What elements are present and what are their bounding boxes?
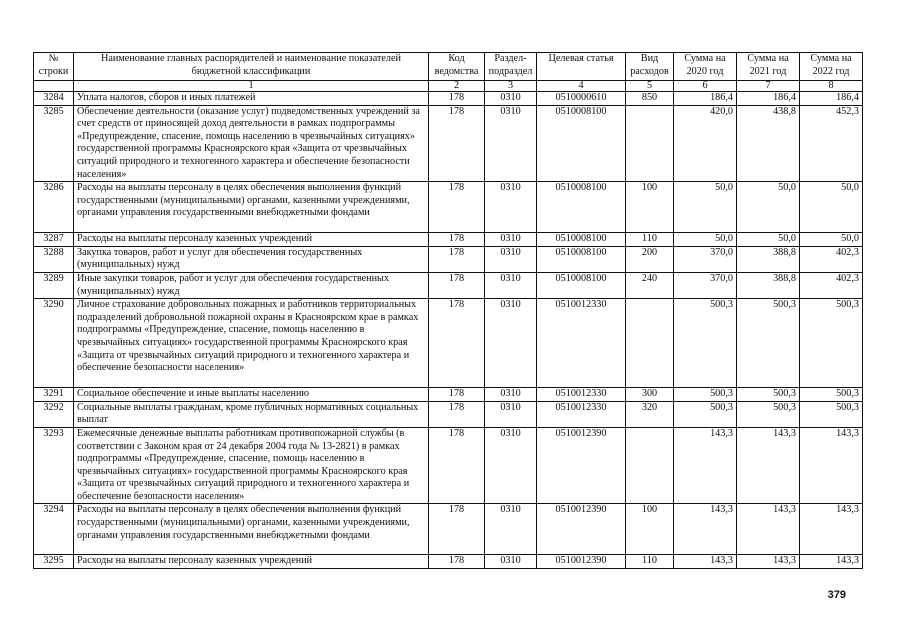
sum-2021: 50,0 (737, 182, 800, 233)
sum-2021: 500,3 (737, 388, 800, 402)
target-article: 0510012390 (537, 427, 626, 504)
table-row (34, 427, 863, 504)
dept-code: 178 (429, 504, 485, 555)
sum-2022: 402,3 (800, 246, 863, 272)
row-description: Расходы на выплаты персоналу казенных учреждений (74, 233, 429, 247)
table-row (34, 504, 863, 555)
sum-2022: 50,0 (800, 233, 863, 247)
header-sum-2022: Сумма на 2022 год (800, 53, 863, 81)
table-row (34, 299, 863, 388)
row-number: 3294 (34, 504, 74, 555)
section-code: 0310 (485, 272, 537, 298)
target-article: 0510008100 (537, 246, 626, 272)
sum-2020: 143,3 (674, 427, 737, 504)
row-number: 3290 (34, 299, 74, 388)
sum-2021: 500,3 (737, 401, 800, 427)
column-number: 2 (429, 81, 485, 92)
row-description: Уплата налогов, сборов и иных платежей (74, 92, 429, 106)
row-description: Расходы на выплаты персоналу казенных учреждений (74, 555, 429, 569)
sum-2022: 500,3 (800, 299, 863, 388)
target-article: 0510008100 (537, 182, 626, 233)
dept-code: 178 (429, 182, 485, 233)
section-code: 0310 (485, 388, 537, 402)
target-article: 0510008100 (537, 105, 626, 182)
header-sum-2020: Сумма на 2020 год (674, 53, 737, 81)
sum-2022: 143,3 (800, 555, 863, 569)
section-code: 0310 (485, 427, 537, 504)
expense-type (626, 427, 674, 504)
target-article: 0510012330 (537, 299, 626, 388)
table-row (34, 233, 863, 247)
page-number: 379 (827, 589, 846, 601)
column-number: 6 (674, 81, 737, 92)
budget-sheet (33, 52, 863, 569)
expense-type: 110 (626, 233, 674, 247)
header-target-article: Целевая статья (537, 53, 626, 81)
sum-2021: 143,3 (737, 504, 800, 555)
dept-code: 178 (429, 555, 485, 569)
sum-2022: 50,0 (800, 182, 863, 233)
row-number: 3291 (34, 388, 74, 402)
section-code: 0310 (485, 401, 537, 427)
sum-2022: 500,3 (800, 401, 863, 427)
sum-2020: 370,0 (674, 246, 737, 272)
sum-2021: 500,3 (737, 299, 800, 388)
row-description: Расходы на выплаты персоналу в целях обеспечения выполнения функций государственными (муниципальными) органами, казенными учреждениями, органами управления государственными внебюджетными фондами (74, 182, 429, 233)
header-row-number: № строки (34, 53, 74, 81)
table-row (34, 246, 863, 272)
row-description: Личное страхование добровольных пожарных и работников территориальных подразделений добровольной пожарной охраны в Красноярском крае в рамках подпрограммы «Предупреждение, спасение, помощь населению в чрезвычайных ситуациях» государственной программы Красноярского края «Защита от чрезвычайных ситуаций природного и техногенного характера и обеспечение безопасности населения» (74, 299, 429, 388)
table-row (34, 182, 863, 233)
column-number: 4 (537, 81, 626, 92)
section-code: 0310 (485, 299, 537, 388)
sum-2020: 186,4 (674, 92, 737, 106)
row-description: Социальное обеспечение и иные выплаты населению (74, 388, 429, 402)
row-description: Расходы на выплаты персоналу в целях обеспечения выполнения функций государственными (муниципальными) органами, казенными учреждениями, органами управления государственными внебюджетными фондами (74, 504, 429, 555)
sum-2021: 186,4 (737, 92, 800, 106)
expense-type: 320 (626, 401, 674, 427)
dept-code: 178 (429, 92, 485, 106)
sum-2021: 143,3 (737, 427, 800, 504)
row-description: Иные закупки товаров, работ и услуг для обеспечения государственных (муниципальных) нужд (74, 272, 429, 298)
sum-2020: 370,0 (674, 272, 737, 298)
expense-type: 200 (626, 246, 674, 272)
target-article: 0510012390 (537, 504, 626, 555)
sum-2021: 438,8 (737, 105, 800, 182)
table-row (34, 401, 863, 427)
row-number: 3293 (34, 427, 74, 504)
expense-type: 300 (626, 388, 674, 402)
column-number: 7 (737, 81, 800, 92)
column-number: 5 (626, 81, 674, 92)
dept-code: 178 (429, 272, 485, 298)
sum-2022: 402,3 (800, 272, 863, 298)
sum-2020: 143,3 (674, 555, 737, 569)
row-number: 3292 (34, 401, 74, 427)
row-number: 3295 (34, 555, 74, 569)
row-number: 3286 (34, 182, 74, 233)
section-code: 0310 (485, 555, 537, 569)
header-section: Раздел-подраздел (485, 53, 537, 81)
sum-2021: 50,0 (737, 233, 800, 247)
sum-2022: 452,3 (800, 105, 863, 182)
header-dept-code: Код ведомства (429, 53, 485, 81)
target-article: 0510012390 (537, 555, 626, 569)
table-body (34, 92, 863, 569)
expense-type: 850 (626, 92, 674, 106)
row-number: 3288 (34, 246, 74, 272)
target-article: 0510000610 (537, 92, 626, 106)
column-number (34, 81, 74, 92)
expense-type (626, 299, 674, 388)
row-number: 3287 (34, 233, 74, 247)
table-header (34, 53, 863, 92)
dept-code: 178 (429, 427, 485, 504)
dept-code: 178 (429, 388, 485, 402)
target-article: 0510008100 (537, 233, 626, 247)
dept-code: 178 (429, 105, 485, 182)
sum-2022: 143,3 (800, 427, 863, 504)
sum-2022: 500,3 (800, 388, 863, 402)
header-expense-type: Вид расходов (626, 53, 674, 81)
expense-type: 110 (626, 555, 674, 569)
sum-2020: 50,0 (674, 182, 737, 233)
sum-2020: 500,3 (674, 299, 737, 388)
table-row (34, 555, 863, 569)
table-row (34, 272, 863, 298)
sum-2020: 50,0 (674, 233, 737, 247)
table-row (34, 388, 863, 402)
dept-code: 178 (429, 233, 485, 247)
table-row (34, 92, 863, 106)
expense-type: 240 (626, 272, 674, 298)
section-code: 0310 (485, 182, 537, 233)
row-description: Закупка товаров, работ и услуг для обеспечения государственных (муниципальных) нужд (74, 246, 429, 272)
section-code: 0310 (485, 504, 537, 555)
expense-type: 100 (626, 504, 674, 555)
sum-2022: 143,3 (800, 504, 863, 555)
row-description: Ежемесячные денежные выплаты работникам противопожарной службы (в соответствии с Законом края от 24 декабря 2004 года № 13-2821) в рамках подпрограммы «Предупреждение, спасение, помощь населению в чрезвычайных ситуациях» государственной программы Красноярского края «Защита от чрезвычайных ситуаций природного и техногенного характера и обеспечение безопасности населения» (74, 427, 429, 504)
column-number: 3 (485, 81, 537, 92)
column-number: 8 (800, 81, 863, 92)
section-code: 0310 (485, 246, 537, 272)
row-number: 3285 (34, 105, 74, 182)
target-article: 0510008100 (537, 272, 626, 298)
sum-2021: 143,3 (737, 555, 800, 569)
table-row (34, 105, 863, 182)
row-number: 3289 (34, 272, 74, 298)
dept-code: 178 (429, 299, 485, 388)
sum-2020: 143,3 (674, 504, 737, 555)
target-article: 0510012330 (537, 388, 626, 402)
column-number-row (34, 81, 863, 92)
expense-type (626, 105, 674, 182)
column-number: 1 (74, 81, 429, 92)
section-code: 0310 (485, 233, 537, 247)
row-number: 3284 (34, 92, 74, 106)
sum-2020: 500,3 (674, 388, 737, 402)
section-code: 0310 (485, 105, 537, 182)
sum-2021: 388,8 (737, 272, 800, 298)
header-sum-2021: Сумма на 2021 год (737, 53, 800, 81)
section-code: 0310 (485, 92, 537, 106)
sum-2020: 420,0 (674, 105, 737, 182)
row-description: Обеспечение деятельности (оказание услуг) подведомственных учреждений за счет средств от приносящей доход деятельности в рамках подпрограммы «Предупреждение, спасение, помощь населению в чрезвычайных ситуациях» государственной программы Красноярского края «Защита от чрезвычайных ситуаций природного и техногенного характера и обеспечение безопасности населения» (74, 105, 429, 182)
target-article: 0510012330 (537, 401, 626, 427)
dept-code: 178 (429, 401, 485, 427)
dept-code: 178 (429, 246, 485, 272)
sum-2020: 500,3 (674, 401, 737, 427)
expense-type: 100 (626, 182, 674, 233)
row-description: Социальные выплаты гражданам, кроме публичных нормативных социальных выплат (74, 401, 429, 427)
budget-table (33, 52, 863, 569)
sum-2021: 388,8 (737, 246, 800, 272)
header-name: Наименование главных распорядителей и наименование показателей бюджетной классификации (74, 53, 429, 81)
sum-2022: 186,4 (800, 92, 863, 106)
